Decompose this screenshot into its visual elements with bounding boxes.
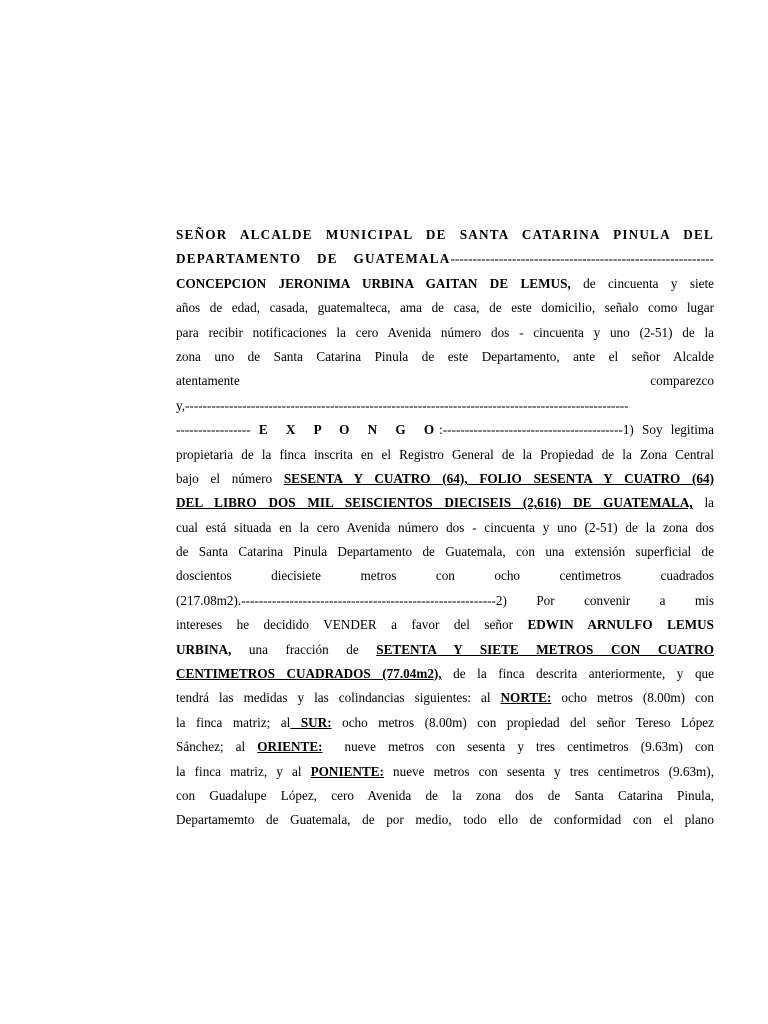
- heading-text: DEPARTAMENTO DE GUATEMALA: [176, 251, 451, 267]
- underlined-bold-text: SUR:: [290, 714, 332, 730]
- document-text-run: -----------------: [176, 422, 259, 438]
- bold-text: URBINA,: [176, 641, 232, 657]
- document-line: [176, 564, 714, 588]
- underlined-bold-text: PONIENTE:: [310, 763, 384, 779]
- underlined-bold-text: SESENTA Y CUATRO (64), FOLIO SESENTA Y CUATRO (64): [283, 470, 714, 486]
- document-text-run: de Santa Catarina Pinula Departamento de Guatemala, con una extensión superficial de: [176, 544, 714, 560]
- document-line: [176, 443, 714, 467]
- section-heading-exponego: E X P O N G O: [258, 422, 440, 438]
- document-line: [176, 296, 714, 320]
- document-text-run: Departamemto de Guatemala, de por medio, todo ello de conformidad con el plano: [176, 812, 714, 828]
- document-line: [176, 321, 714, 345]
- document-line: [176, 711, 714, 735]
- document-text-run: cual está situada en la cero Avenida número dos - cincuenta y uno (2-51) de la zona dos: [176, 519, 714, 535]
- document-text-run: doscientos diecisiete metros con ocho centimetros cuadrados: [176, 568, 714, 584]
- document-text-run: y,-----------------------------------------------------------------------------------------------------: [176, 397, 629, 413]
- document-line: [176, 589, 714, 613]
- document-line: [176, 735, 714, 759]
- document-line: [176, 467, 714, 491]
- document-text-run: de la finca descrita anteriormente, y que: [441, 666, 714, 682]
- document-text-run: atentamente comparezco: [176, 373, 714, 389]
- underlined-bold-text: NORTE:: [500, 690, 552, 706]
- document-text-run: la finca matriz; al: [176, 714, 291, 730]
- document-line: [176, 662, 714, 686]
- document-line: [176, 638, 714, 662]
- document-line: [176, 369, 714, 393]
- document-line: [176, 784, 714, 808]
- document-text-run: de cincuenta y siete: [570, 275, 714, 291]
- document-text-run: nueve metros con sesenta y tres centimetros (9.63m),: [383, 763, 714, 779]
- document-line: [176, 247, 714, 271]
- document-text-run: la finca matriz, y al: [176, 763, 311, 779]
- heading-text: SEÑOR ALCALDE MUNICIPAL DE SANTA CATARINA PINULA DEL: [176, 227, 714, 242]
- document-text-run: (217.08m2).----------------------------------------------------------2) Por convenir a mis: [176, 592, 714, 608]
- document-text-run: Sánchez; al: [176, 739, 258, 755]
- document-text-run: intereses he decidido VENDER a favor del señor: [176, 617, 528, 633]
- document-line: [176, 418, 714, 442]
- document-text-run: nueve metros con sesenta y tres centimetros (9.63m) con: [344, 739, 714, 755]
- underlined-bold-text: CENTIMETROS CUADRADOS (77.04m2),: [176, 666, 442, 682]
- document-line: [176, 686, 714, 710]
- document-text-run: ------------------------------------------------------------: [450, 251, 714, 267]
- document-text-run: años de edad, casada, guatemalteca, ama de casa, de este domicilio, señalo como lugar: [176, 300, 714, 316]
- underlined-bold-text: DEL LIBRO DOS MIL SEISCIENTOS DIECISEIS (2,616) DE GUATEMALA,: [176, 495, 693, 511]
- document-text-run: :-----------------------------------------1) Soy legitima: [439, 422, 714, 438]
- document-text-run: una fracción de: [231, 641, 377, 657]
- document-line: [176, 760, 714, 784]
- document-text-run: con Guadalupe López, cero Avenida de la zona dos de Santa Catarina Pinula,: [176, 787, 714, 803]
- bold-text: EDWIN ARNULFO LEMUS: [527, 617, 714, 633]
- document-text-run: para recibir notificaciones la cero Avenida número dos - cincuenta y uno (2-51) de la: [176, 324, 714, 340]
- document-text-run: ocho metros (8.00m) con: [551, 690, 714, 706]
- document-text-run: bajo el número: [176, 470, 284, 486]
- document-line: [176, 808, 714, 832]
- document-text-run: la: [692, 495, 714, 511]
- underlined-bold-text: ORIENTE:: [257, 739, 323, 755]
- document-line: [176, 540, 714, 564]
- underlined-bold-text: SETENTA Y SIETE METROS CON CUATRO: [376, 641, 714, 657]
- document-line: [176, 223, 714, 247]
- document-line: [176, 272, 714, 296]
- document-body: [176, 223, 714, 833]
- bold-text: CONCEPCION JERONIMA URBINA GAITAN DE LEMUS,: [176, 275, 571, 291]
- document-text-run: ocho metros (8.00m) con propiedad del señor Tereso López: [331, 714, 714, 730]
- document-line: [176, 394, 714, 418]
- document-line: [176, 613, 714, 637]
- document-line: [176, 516, 714, 540]
- document-text-run: zona uno de Santa Catarina Pinula de este Departamento, ante el señor Alcalde: [176, 348, 714, 364]
- document-line: [176, 491, 714, 515]
- document-line: [176, 345, 714, 369]
- document-text-run: tendrá las medidas y las colindancias siguientes: al: [176, 690, 501, 706]
- document-text-run: propietaria de la finca inscrita en el Registro General de la Propiedad de la Zona Central: [176, 446, 714, 462]
